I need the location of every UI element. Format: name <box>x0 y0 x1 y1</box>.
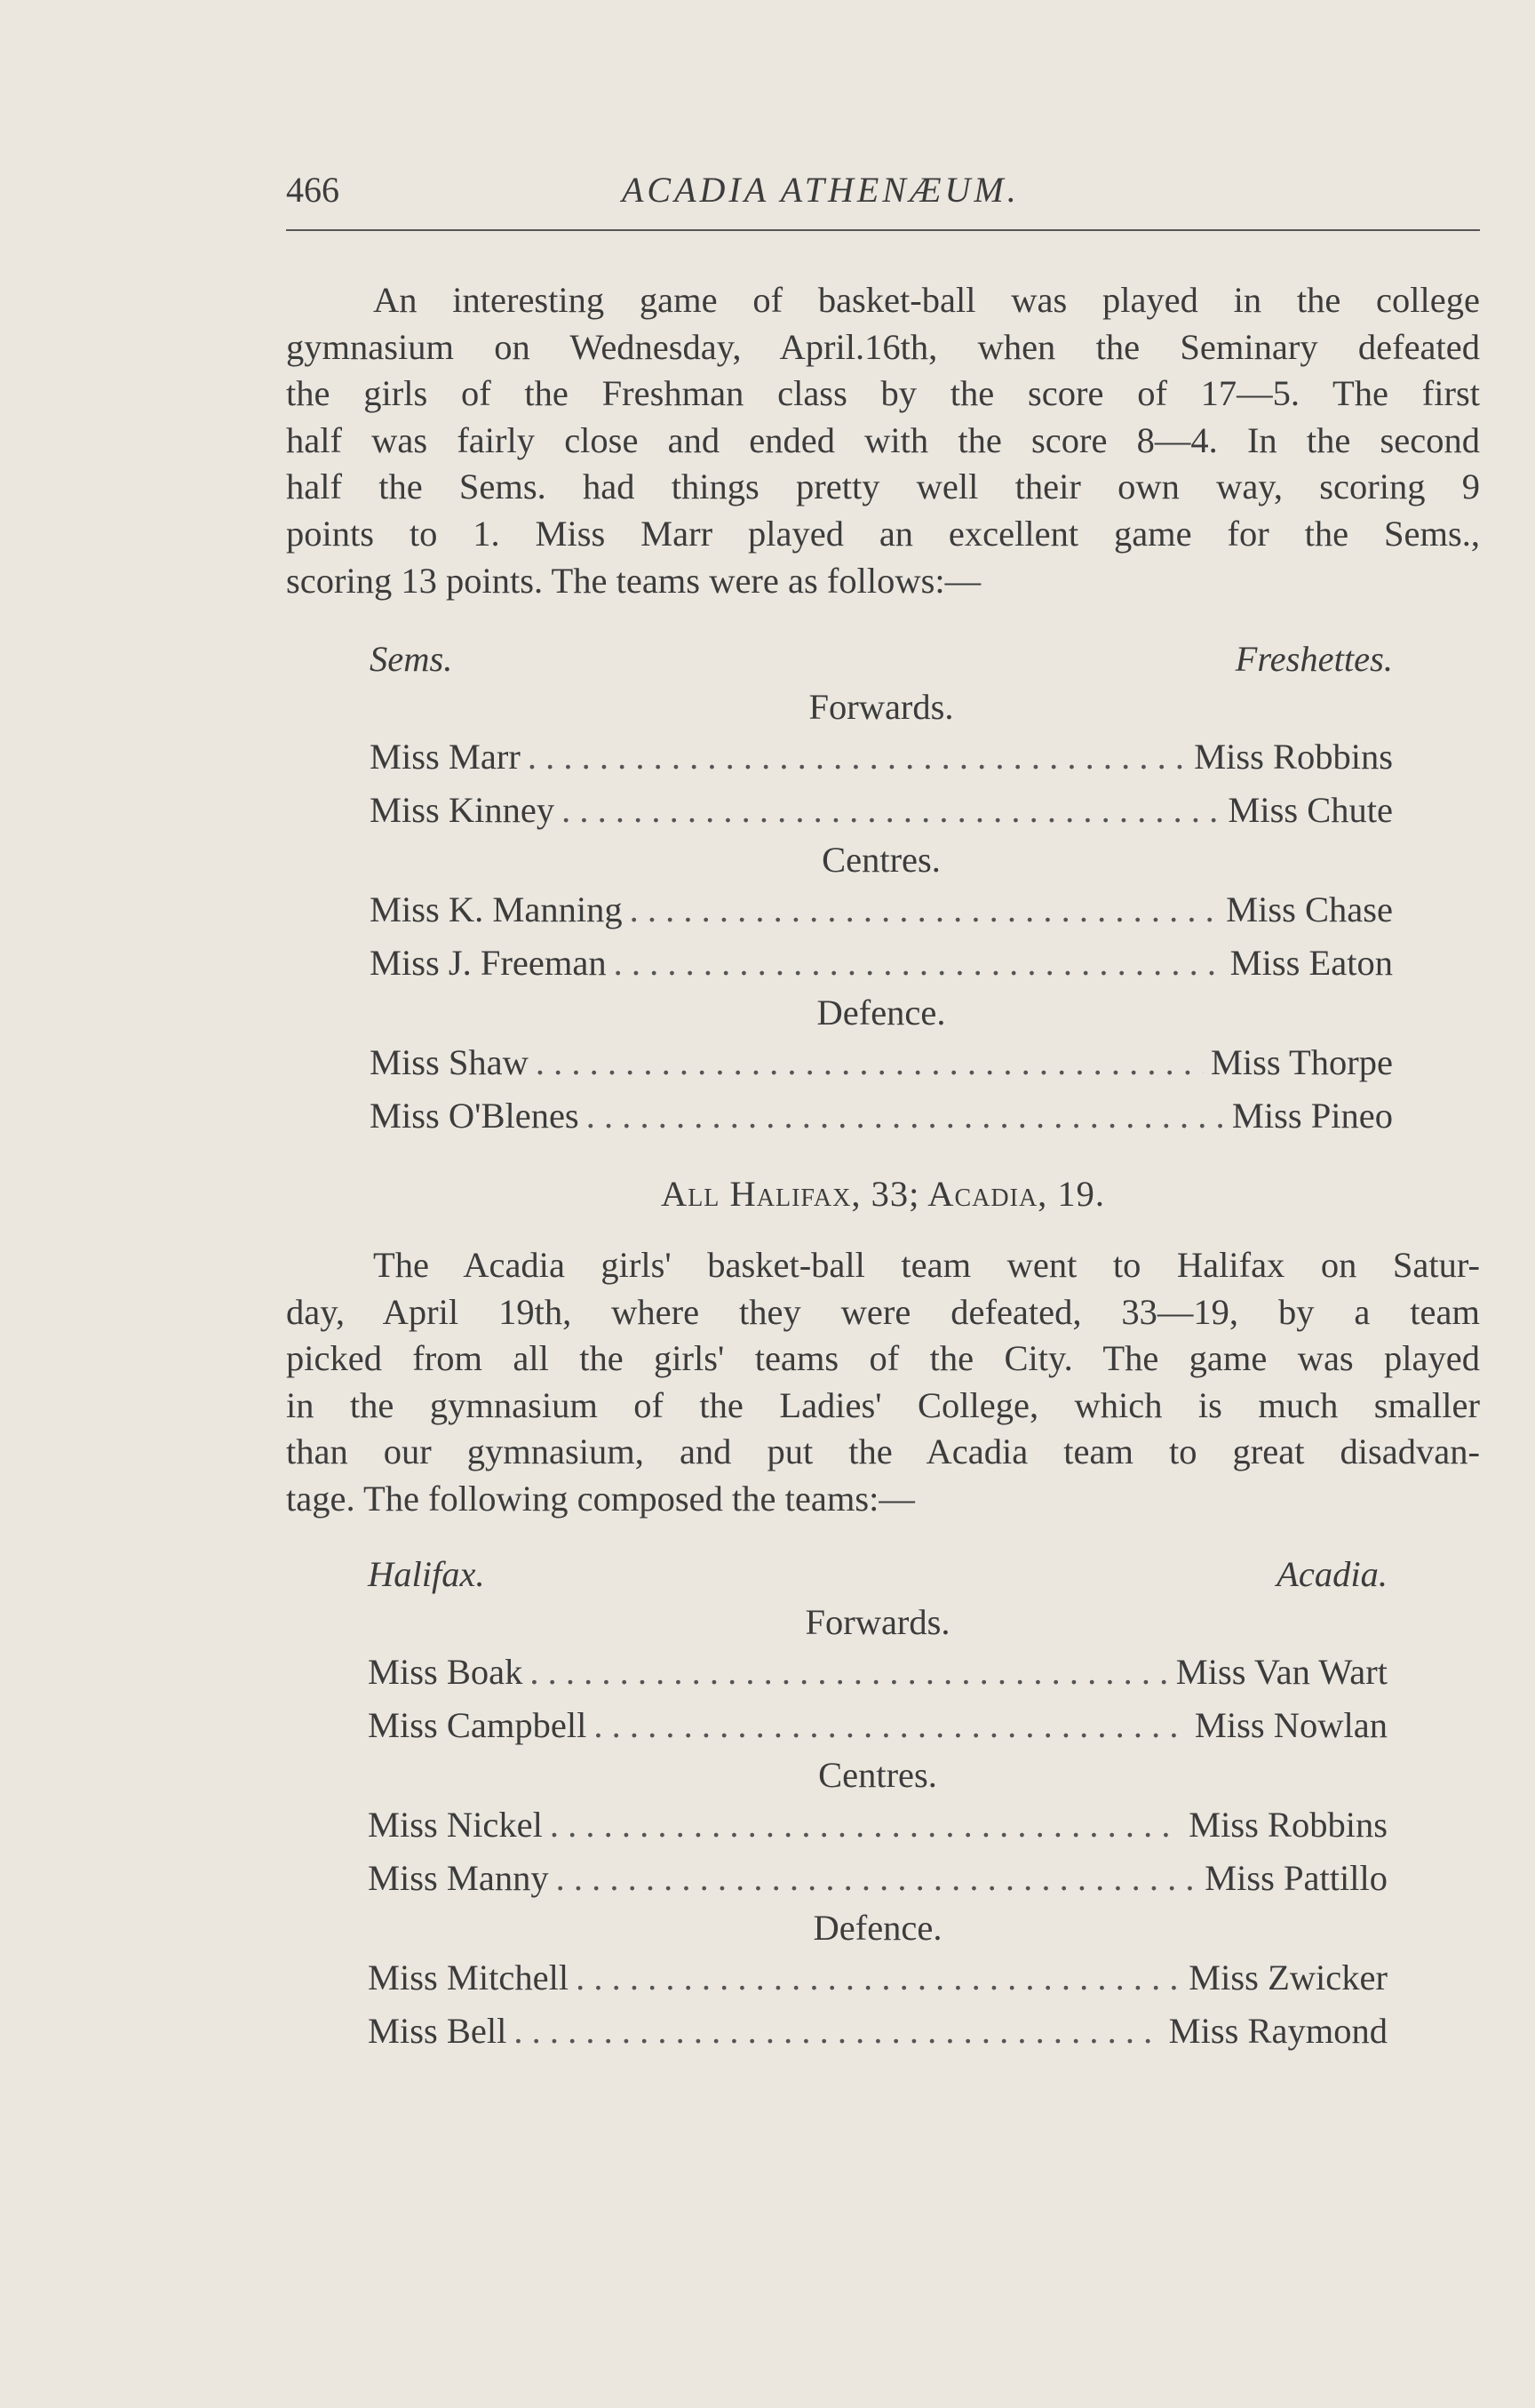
position-heading: Defence. <box>816 993 946 1033</box>
position-heading: Forwards. <box>805 1602 950 1642</box>
player-right: Miss Thorpe <box>1210 1042 1393 1082</box>
leader-dots <box>593 1699 1187 1752</box>
text-line: half was fairly close and ended with the score 8—4. In the second <box>286 419 1480 460</box>
roster-sems-freshettes <box>370 638 1393 1143</box>
player-right: Miss Zwicker <box>1189 1957 1388 1997</box>
team-right-name: Freshettes. <box>1235 639 1393 679</box>
leader-dots <box>561 784 1221 837</box>
text-line: gymnasium on Wednesday, April.16th, when the Seminary defeated <box>286 326 1480 367</box>
position-heading: Defence. <box>813 1908 942 1948</box>
text-line: The Acadia girls' basket-ball team went to Halifax on Satur- <box>373 1245 1480 1285</box>
team-left-name: Sems. <box>370 639 453 679</box>
leader-dots <box>513 2005 1161 2058</box>
player-left: Miss O'Blenes <box>370 1096 579 1136</box>
roster-header <box>370 638 1393 684</box>
player-left: Miss Shaw <box>370 1042 529 1082</box>
roster-row <box>370 730 1393 784</box>
player-right: Miss Van Wart <box>1175 1652 1388 1692</box>
roster-row <box>368 1852 1388 1905</box>
player-left: Miss Mitchell <box>368 1957 569 1997</box>
player-right: Miss Eaton <box>1229 943 1393 983</box>
roster-row <box>370 784 1393 837</box>
roster-row <box>370 883 1393 937</box>
position-heading: Forwards. <box>808 687 954 727</box>
text-line: the girls of the Freshman class by the score of 17—5. The first <box>286 373 1480 414</box>
player-left: Miss J. Freeman <box>370 943 607 983</box>
text-line: picked from all the girls' teams of the City. The game was played <box>286 1338 1480 1379</box>
player-left: Miss Campbell <box>368 1705 587 1745</box>
text-line: tage. The following composed the teams:— <box>286 1478 915 1519</box>
leader-dots <box>536 1036 1204 1089</box>
text-line: half the Sems. had things pretty well their own way, scoring 9 <box>286 466 1480 507</box>
leader-dots <box>556 1852 1197 1905</box>
roster-row <box>368 1798 1388 1852</box>
text-line: scoring 13 points. The teams were as follows:— <box>286 560 982 601</box>
roster-row <box>370 937 1393 990</box>
leader-dots <box>550 1798 1181 1852</box>
text-line: than our gymnasium, and put the Acadia team to great disadvan- <box>286 1431 1480 1472</box>
leader-dots <box>529 1646 1168 1699</box>
player-right: Miss Nowlan <box>1194 1705 1388 1745</box>
text-line: day, April 19th, where they were defeated, 33—19, by a team <box>286 1291 1480 1332</box>
text-line: in the gymnasium of the Ladies' College, which is much smaller <box>286 1384 1480 1425</box>
header-rule <box>286 229 1480 231</box>
page-number: 466 <box>286 170 339 210</box>
player-right: Miss Pineo <box>1231 1096 1393 1136</box>
player-right: Miss Raymond <box>1168 2011 1388 2051</box>
leader-dots <box>614 937 1223 990</box>
roster-halifax-acadia <box>368 1553 1388 2058</box>
player-right: Miss Chase <box>1226 889 1393 929</box>
roster-row <box>370 1089 1393 1143</box>
player-left: Miss K. Manning <box>370 889 623 929</box>
position-heading: Centres. <box>818 1755 937 1795</box>
player-left: Miss Boak <box>368 1652 523 1692</box>
player-left: Miss Marr <box>370 737 521 777</box>
player-left: Miss Kinney <box>370 790 555 830</box>
text-line: An interesting game of basket-ball was played in the college <box>373 280 1480 320</box>
player-right: Miss Pattillo <box>1205 1858 1388 1898</box>
leader-dots <box>586 1089 1225 1143</box>
text-line: points to 1. Miss Marr played an excellent game for the Sems., <box>286 513 1480 554</box>
running-head <box>286 169 1535 219</box>
roster-row <box>368 1699 1388 1752</box>
paragraph-seminary-game <box>286 277 1480 604</box>
roster-row <box>368 1951 1388 2005</box>
team-left-name: Halifax. <box>368 1554 485 1594</box>
position-heading: Centres. <box>822 840 941 880</box>
leader-dots <box>630 883 1219 937</box>
player-left: Miss Bell <box>368 2011 507 2051</box>
roster-row <box>368 1646 1388 1699</box>
roster-header <box>368 1553 1388 1599</box>
journal-title: ACADIA ATHENÆUM. <box>622 170 1020 210</box>
player-left: Miss Nickel <box>368 1805 543 1845</box>
roster-row <box>368 2005 1388 2058</box>
paragraph-halifax-game <box>286 1242 1480 1523</box>
player-right: Miss Robbins <box>1194 737 1393 777</box>
roster-row <box>370 1036 1393 1089</box>
team-right-name: Acadia. <box>1277 1554 1388 1594</box>
section-heading: All Halifax, 33; Acadia, 19. <box>660 1174 1106 1214</box>
player-left: Miss Manny <box>368 1858 549 1898</box>
player-right: Miss Chute <box>1228 790 1393 830</box>
leader-dots <box>528 730 1187 784</box>
leader-dots <box>576 1951 1181 2005</box>
player-right: Miss Robbins <box>1189 1805 1388 1845</box>
